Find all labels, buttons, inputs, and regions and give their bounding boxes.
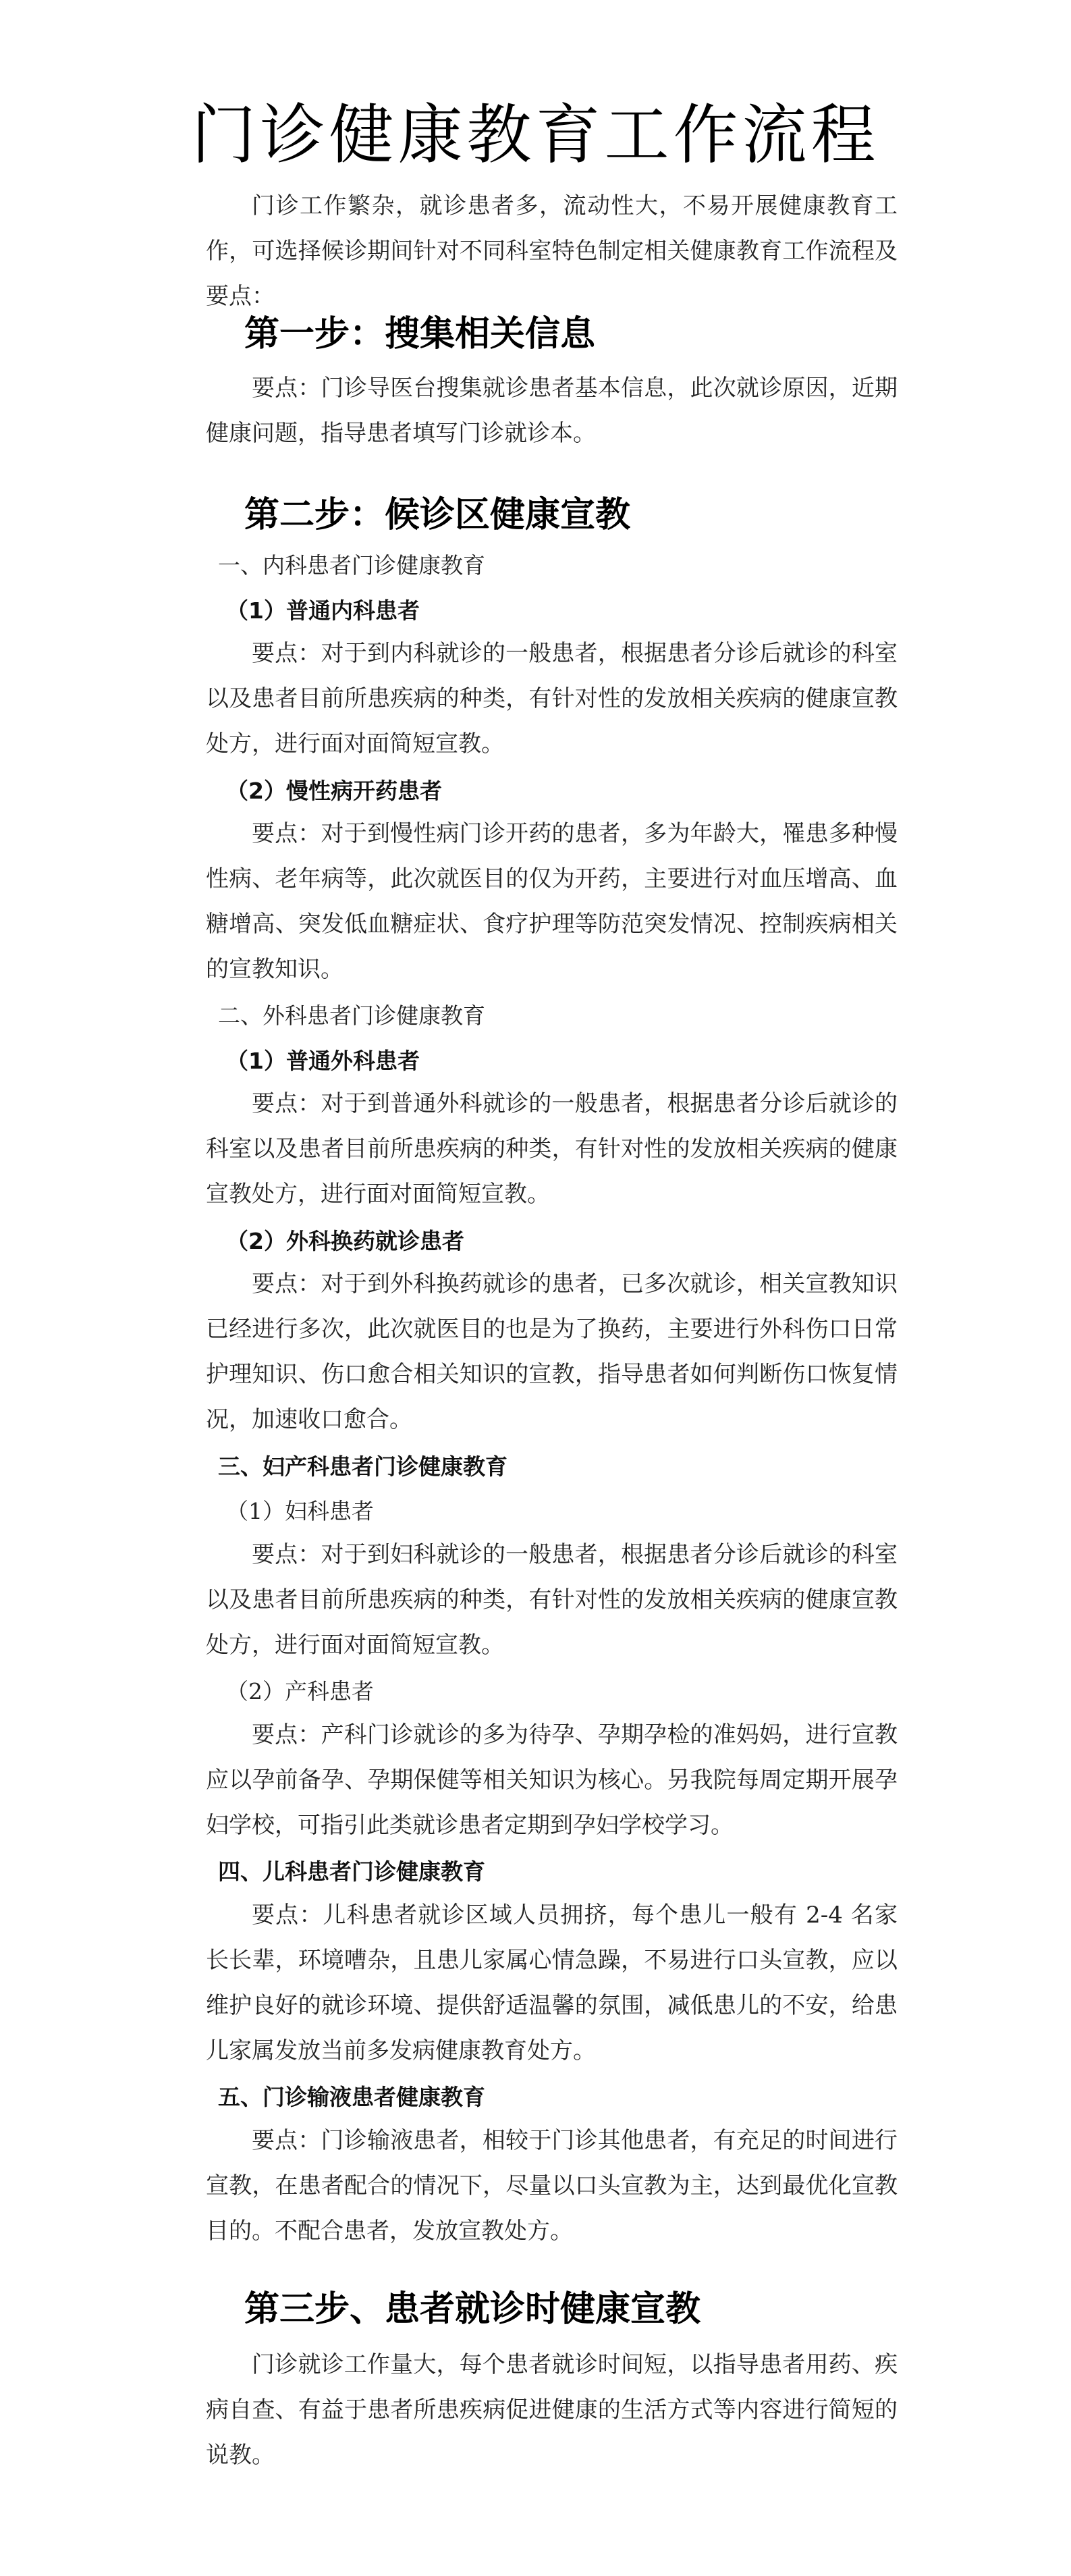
surgery-dressing-title: （2）外科换药就诊患者 xyxy=(226,1228,464,1254)
surgery-general-title: （1）普通外科患者 xyxy=(226,1048,420,1074)
internal-chronic-block xyxy=(206,811,898,992)
pediatrics-text: 要点：儿科患者就诊区域人员拥挤，每个患儿一般有 2-4 名家长长辈，环境嘈杂，且患儿家属心情急躁，不易进行口头宣教，应以维护良好的就诊环境、提供舒适温馨的氛围，减低患儿的不安，给患儿家属发放当前多发病健康教育处方。 xyxy=(206,1902,898,2064)
surgery-section-title: 二、外科患者门诊健康教育 xyxy=(218,1002,485,1029)
surgery-dressing-text: 要点：对于到外科换药就诊的患者，已多次就诊，相关宣教知识已经进行多次，此次就医目的也是为了换药，主要进行外科伤口日常护理知识、伤口愈合相关知识的宣教，指导患者如何判断伤口恢复情况，加速收口愈合。 xyxy=(206,1270,898,1433)
surgery-general-text: 要点：对于到普通外科就诊的一般患者，根据患者分诊后就诊的科室以及患者目前所患疾病的种类，有针对性的发放相关疾病的健康宣教处方，进行面对面简短宣教。 xyxy=(206,1090,898,1208)
internal-general-block xyxy=(206,631,898,767)
step3-heading: 第三步、患者就诊时健康宣教 xyxy=(244,2289,701,2330)
intro-paragraph-block xyxy=(206,184,898,319)
obgyn-obs-block xyxy=(206,1713,898,1848)
infusion-section-title: 五、门诊输液患者健康教育 xyxy=(218,2084,485,2110)
step3-block xyxy=(206,2342,898,2478)
step1-text: 要点：门诊导医台搜集就诊患者基本信息，此次就诊原因，近期健康问题，指导患者填写门诊就诊本。 xyxy=(206,375,898,447)
obgyn-gyn-text: 要点：对于到妇科就诊的一般患者，根据患者分诊后就诊的科室以及患者目前所患疾病的种类，有针对性的发放相关疾病的健康宣教处方，进行面对面简短宣教。 xyxy=(206,1541,898,1659)
obgyn-gyn-block xyxy=(206,1532,898,1668)
intro-paragraph: 门诊工作繁杂，就诊患者多，流动性大，不易开展健康教育工作，可选择候诊期间针对不同科室特色制定相关健康教育工作流程及要点： xyxy=(206,192,898,310)
internal-chronic-title: （2）慢性病开药患者 xyxy=(226,778,442,804)
obgyn-gyn-title: （1）妇科患者 xyxy=(226,1498,374,1524)
infusion-text: 要点：门诊输液患者，相较于门诊其他患者，有充足的时间进行宣教，在患者配合的情况下，尽量以口头宣教为主，达到最优化宣教目的。不配合患者，发放宣教处方。 xyxy=(206,2127,898,2245)
surgery-general-block xyxy=(206,1081,898,1217)
step1-block xyxy=(206,366,898,456)
internal-chronic-text: 要点：对于到慢性病门诊开药的患者，多为年龄大，罹患多种慢性病、老年病等，此次就医目的仅为开药，主要进行对血压增高、血糖增高、突发低血糖症状、食疗护理等防范突发情况、控制疾病相关的宣教知识。 xyxy=(206,820,898,983)
obgyn-section-title: 三、妇产科患者门诊健康教育 xyxy=(218,1453,507,1480)
internal-general-title: （1）普通内科患者 xyxy=(226,597,420,624)
step1-heading: 第一步：搜集相关信息 xyxy=(244,314,596,354)
step2-heading: 第二步：候诊区健康宣教 xyxy=(244,495,631,535)
step3-text: 门诊就诊工作量大，每个患者就诊时间短，以指导患者用药、疾病自查、有益于患者所患疾病促进健康的生活方式等内容进行简短的说教。 xyxy=(206,2351,898,2469)
page-title: 门诊健康教育工作流程 xyxy=(191,97,880,173)
internal-section-title: 一、内科患者门诊健康教育 xyxy=(218,552,485,579)
infusion-block xyxy=(206,2118,898,2254)
pediatrics-section-title: 四、儿科患者门诊健康教育 xyxy=(218,1858,485,1885)
obgyn-obs-text: 要点：产科门诊就诊的多为待孕、孕期孕检的准妈妈，进行宣教应以孕前备孕、孕期保健等相关知识为核心。另我院每周定期开展孕妇学校，可指引此类就诊患者定期到孕妇学校学习。 xyxy=(206,1721,898,1839)
obgyn-obs-title: （2）产科患者 xyxy=(226,1678,374,1705)
internal-general-text: 要点：对于到内科就诊的一般患者，根据患者分诊后就诊的科室以及患者目前所患疾病的种类，有针对性的发放相关疾病的健康宣教处方，进行面对面简短宣教。 xyxy=(206,640,898,757)
pediatrics-block xyxy=(206,1893,898,2074)
surgery-dressing-block xyxy=(206,1262,898,1443)
